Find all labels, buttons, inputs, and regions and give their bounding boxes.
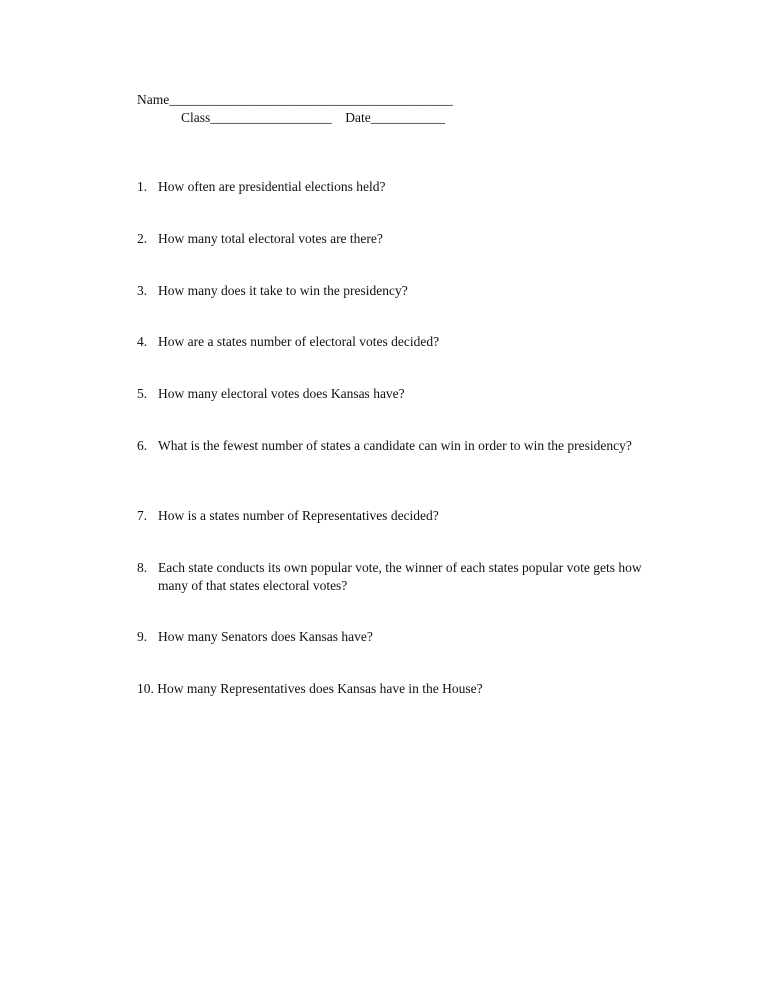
question-number: 7.: [137, 508, 148, 523]
question-text: How often are presidential elections held?: [158, 179, 386, 194]
question-item: [137, 230, 657, 248]
question-text: How are a states number of electoral votes decided?: [158, 334, 440, 349]
question-text: How many Representatives does Kansas have in the House?: [157, 681, 483, 696]
question-item: [137, 385, 657, 403]
question-number: 4.: [137, 334, 148, 349]
question-number: 6.: [137, 438, 148, 453]
question-number: 8.: [137, 560, 148, 575]
question-item: [137, 178, 657, 196]
question-text: How many does it take to win the presidency?: [158, 283, 408, 298]
question-text: What is the fewest number of states a candidate can win in order to win the presidency?: [158, 438, 632, 453]
question-number: 9.: [137, 629, 148, 644]
question-number: 1.: [137, 179, 148, 194]
question-text: How many Senators does Kansas have?: [158, 629, 373, 644]
question-item: [137, 559, 657, 595]
question-text: How many total electoral votes are there?: [158, 231, 383, 246]
question-item: [137, 680, 657, 698]
question-text: Each state conducts its own popular vote, the winner of each states popular vote gets how many of that states electoral votes?: [158, 560, 642, 593]
class-date-field-line: Class__________________ Date___________: [181, 110, 445, 125]
question-item: [137, 437, 657, 455]
question-item: [137, 628, 657, 646]
question-number: 5.: [137, 386, 148, 401]
question-number: 10.: [137, 681, 154, 696]
question-item: [137, 507, 657, 525]
question-item: [137, 333, 657, 351]
name-field-line: Name__________________________________________: [137, 92, 453, 107]
question-line: [137, 680, 657, 698]
question-number: 3.: [137, 283, 148, 298]
question-number: 2.: [137, 231, 148, 246]
question-item: [137, 282, 657, 300]
question-text: How is a states number of Representatives decided?: [158, 508, 439, 523]
question-text: How many electoral votes does Kansas have?: [158, 386, 405, 401]
